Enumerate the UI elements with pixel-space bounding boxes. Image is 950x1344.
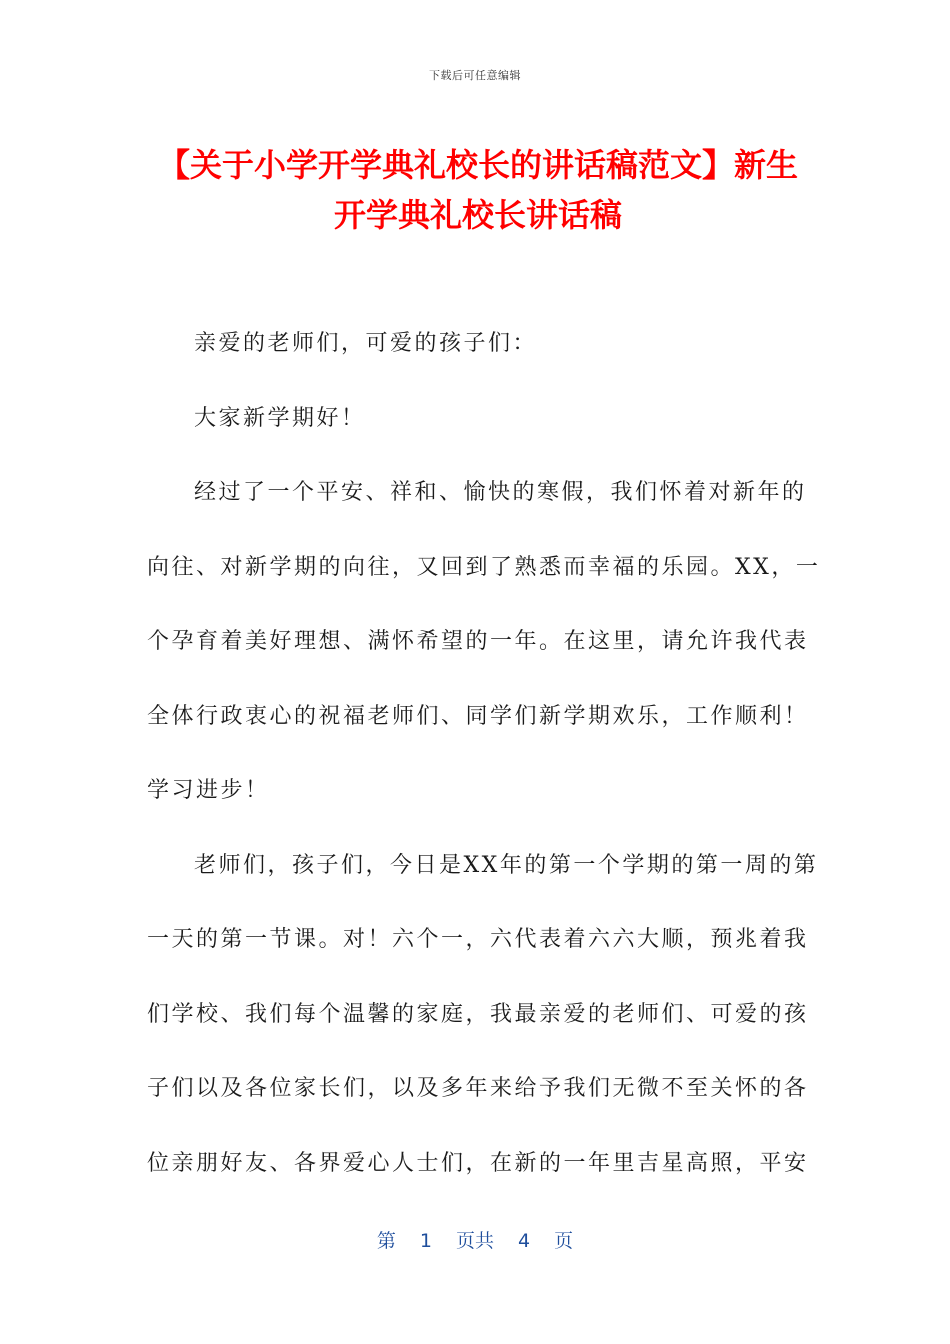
footer-prefix: 第 (376, 1230, 396, 1252)
paragraph-line: 经过了一个平安、祥和、愉快的寒假，我们怀着对新年的 (194, 480, 807, 505)
document-title: 【关于小学开学典礼校长的讲话稿范文】新生开学典礼校长讲话稿 (157, 146, 798, 234)
header-note: 下载后可任意编辑 (429, 69, 521, 82)
footer-current-page: 1 (419, 1230, 432, 1252)
paragraph-line: 位亲朋好友、各界爱心人士们，在新的一年里吉星高照，平安 (147, 1150, 809, 1176)
paragraph-line: 亲爱的老师们，可爱的孩子们： (194, 331, 538, 356)
paragraph-line: 子们以及各位家长们，以及多年来给予我们无微不至关怀的各 (147, 1076, 809, 1101)
paragraph-line: 大家新学期好！ (194, 405, 366, 431)
paragraph-line: 学习进步！ (147, 778, 270, 803)
paragraph-line: 个孕育着美好理想、满怀希望的一年。在这里，请允许我代表 (147, 629, 809, 654)
footer-middle: 页共 (455, 1230, 494, 1252)
paragraph-line: 老师们，孩子们，今日是XX年的第一个学期的第一周的第 (194, 852, 819, 878)
page-footer (0, 1226, 950, 1253)
paragraph-line: 向往、对新学期的向往，又回到了熟悉而幸福的乐园。XX，一 (147, 554, 821, 580)
paragraph-line: 一天的第一节课。对！六个一，六代表着六六大顺，预兆着我 (147, 927, 809, 952)
document-body (147, 325, 821, 1219)
footer-total-pages: 4 (518, 1230, 531, 1252)
footer-suffix: 页 (554, 1230, 574, 1252)
paragraph-line: 全体行政衷心的祝福老师们、同学们新学期欢乐，工作顺利！ (147, 703, 809, 729)
paragraph-line: 们学校、我们每个温馨的家庭，我最亲爱的老师们、可爱的孩 (147, 1001, 809, 1027)
